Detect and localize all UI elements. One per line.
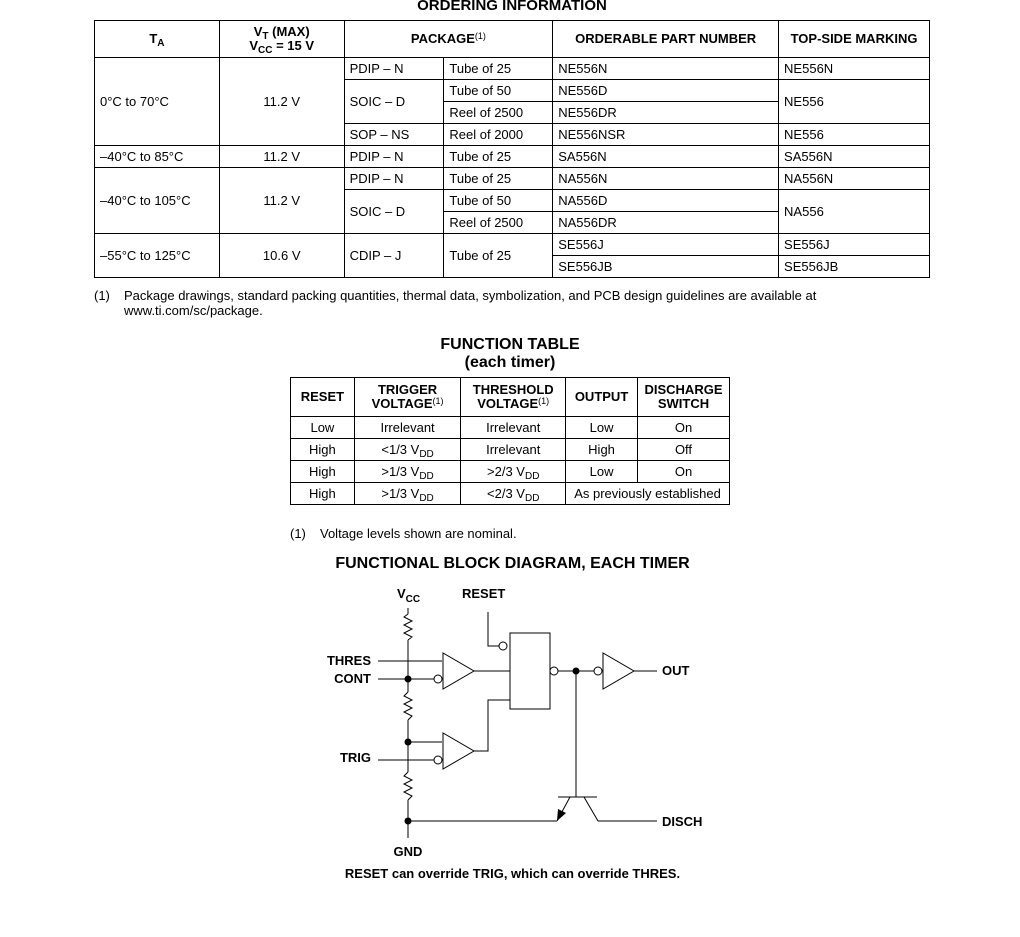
- package-cell: SOIC – D: [344, 190, 444, 234]
- table-row: [291, 483, 730, 505]
- cont-label: CONT: [334, 671, 371, 686]
- resistor-middle: [404, 692, 412, 720]
- threshold-cell: Irrelevant: [461, 439, 566, 461]
- junction-dot: [405, 818, 412, 825]
- header-marking: TOP-SIDE MARKING: [779, 21, 930, 58]
- header-orderable: ORDERABLE PART NUMBER: [553, 21, 779, 58]
- footnote-number: (1): [94, 288, 110, 303]
- reset-cell: High: [291, 439, 355, 461]
- threshold-cell: >2/3 $V_{DD}$: [461, 461, 566, 483]
- block-diagram: [300, 580, 720, 880]
- part-cell: NE556DR: [553, 102, 779, 124]
- discharge-cell: Off: [638, 439, 730, 461]
- output-buffer: [603, 653, 634, 689]
- vt-cell: 11.2 V: [219, 58, 344, 146]
- reset-cell: High: [291, 461, 355, 483]
- reset-line: [488, 612, 499, 646]
- part-cell: NA556D: [553, 190, 779, 212]
- function-footnote: [290, 526, 690, 542]
- package-cell: PDIP – N: [344, 146, 444, 168]
- ordering-footnote: [94, 288, 924, 320]
- header-discharge: DISCHARGE SWITCH: [638, 378, 730, 417]
- table-row: [291, 417, 730, 439]
- function-table: [290, 377, 730, 505]
- header-output: OUTPUT: [566, 378, 638, 417]
- marking-cell: NE556: [779, 80, 930, 124]
- vt-cell: 10.6 V: [219, 234, 344, 278]
- trigger-cell: >1/3 $V_{DD}$: [354, 461, 461, 483]
- reset-inverter-bubble: [499, 642, 507, 650]
- temp-cell: –40°C to 85°C: [95, 146, 220, 168]
- resistor-bottom: [404, 772, 412, 800]
- table-row: [95, 58, 930, 80]
- diagram-caption: RESET can override TRIG, which can override THRES.: [344, 866, 681, 881]
- trigger-cell: <1/3 $V_{DD}$: [354, 439, 461, 461]
- package-cell: CDIP – J: [344, 234, 444, 278]
- package-cell: PDIP – N: [344, 58, 444, 80]
- reset-cell: High: [291, 483, 355, 505]
- footnote-number: (1): [290, 526, 306, 541]
- reset-cell: Low: [291, 417, 355, 439]
- junction-dot: [405, 676, 412, 683]
- junction-dot: [573, 668, 580, 675]
- temp-cell: –40°C to 105°C: [95, 168, 220, 234]
- marking-cell: SE556JB: [779, 256, 930, 278]
- qty-cell: Tube of 50: [444, 80, 553, 102]
- qty-cell: Tube of 25: [444, 146, 553, 168]
- flip-flop: [510, 633, 550, 709]
- marking-cell: NE556: [779, 124, 930, 146]
- trigger-comparator: [443, 733, 474, 769]
- threshold-cell: Irrelevant: [461, 417, 566, 439]
- reset-label: RESET: [462, 586, 506, 601]
- discharge-cell: On: [638, 461, 730, 483]
- function-table-title: FUNCTION TABLE: [440, 336, 580, 353]
- part-cell: NA556N: [553, 168, 779, 190]
- output-cell: Low: [566, 417, 638, 439]
- vcc-label: $V_{CC}$: [397, 586, 421, 605]
- diagram-title: FUNCTIONAL BLOCK DIAGRAM, EACH TIMER: [335, 555, 690, 572]
- footnote-line-2: www.ti.com/sc/package.: [124, 303, 263, 318]
- temp-cell: 0°C to 70°C: [95, 58, 220, 146]
- disch-label: DISCH: [662, 814, 703, 829]
- function-table-subtitle: (each timer): [464, 354, 556, 371]
- package-cell: SOIC – D: [344, 80, 444, 124]
- threshold-comparator: [443, 653, 474, 689]
- header-threshold: THRESHOLD VOLTAGE$^{(1)}$: [461, 378, 566, 417]
- trigger-cell: >1/3 $V_{DD}$: [354, 483, 461, 505]
- table-row: [95, 168, 930, 190]
- marking-cell: NA556: [779, 190, 930, 234]
- thres-label: THRES: [326, 653, 371, 668]
- output-inverter-bubble: [594, 667, 602, 675]
- part-cell: SE556J: [553, 234, 779, 256]
- ordering-title: ORDERING INFORMATION: [417, 0, 607, 14]
- part-cell: SE556JB: [553, 256, 779, 278]
- qty-cell: Reel of 2500: [444, 102, 553, 124]
- discharge-cell: On: [638, 417, 730, 439]
- qty-cell: Reel of 2000: [444, 124, 553, 146]
- part-cell: NE556N: [553, 58, 779, 80]
- package-cell: SOP – NS: [344, 124, 444, 146]
- trig-label: TRIG: [339, 750, 371, 765]
- qty-cell: Tube of 25: [444, 168, 553, 190]
- output-cell: High: [566, 439, 638, 461]
- output-cell: Low: [566, 461, 638, 483]
- marking-cell: NE556N: [779, 58, 930, 80]
- vt-cell: 11.2 V: [219, 168, 344, 234]
- out-label: OUT: [662, 663, 690, 678]
- flip-flop-output-bubble: [550, 667, 558, 675]
- qty-cell: Tube of 25: [444, 234, 553, 278]
- package-cell: PDIP – N: [344, 168, 444, 190]
- table-row: [291, 461, 730, 483]
- qty-cell: Tube of 50: [444, 190, 553, 212]
- part-cell: NE556NSR: [553, 124, 779, 146]
- footnote-text: Voltage levels shown are nominal.: [320, 526, 517, 541]
- ordering-header-row: [95, 21, 930, 58]
- header-reset: RESET: [291, 378, 355, 417]
- qty-cell: Tube of 25: [444, 58, 553, 80]
- vt-cell: 11.2 V: [219, 146, 344, 168]
- qty-cell: Reel of 2500: [444, 212, 553, 234]
- header-package: PACKAGE$^{(1)}$: [344, 21, 553, 58]
- marking-cell: NA556N: [779, 168, 930, 190]
- gnd-label: GND: [393, 844, 423, 859]
- temp-cell: –55°C to 125°C: [95, 234, 220, 278]
- trigger-cell: Irrelevant: [354, 417, 461, 439]
- marking-cell: SE556J: [779, 234, 930, 256]
- marking-cell: SA556N: [779, 146, 930, 168]
- footnote-line-1: Package drawings, standard packing quantities, thermal data, symbolization, and PCB design guidelines are available at: [124, 288, 817, 303]
- header-ta: $T_A$: [95, 21, 220, 58]
- part-cell: SA556N: [553, 146, 779, 168]
- part-cell: NE556D: [553, 80, 779, 102]
- ordering-table: [94, 20, 930, 278]
- table-row: [95, 234, 930, 256]
- header-vt: $V_T$ (MAX) $V_{CC} = 15$ V: [219, 21, 344, 58]
- table-row: [291, 439, 730, 461]
- output-cell: As previously established: [566, 483, 730, 505]
- transistor-emitter-arrow: [557, 809, 566, 821]
- header-trigger: TRIGGER VOLTAGE$^{(1)}$: [354, 378, 461, 417]
- table-row: [95, 146, 930, 168]
- threshold-cell: <2/3 $V_{DD}$: [461, 483, 566, 505]
- trig-inverter-bubble: [434, 756, 442, 764]
- resistor-top: [404, 614, 412, 640]
- junction-dot: [405, 739, 412, 746]
- cont-inverter-bubble: [434, 675, 442, 683]
- function-header-row: [291, 378, 730, 417]
- part-cell: NA556DR: [553, 212, 779, 234]
